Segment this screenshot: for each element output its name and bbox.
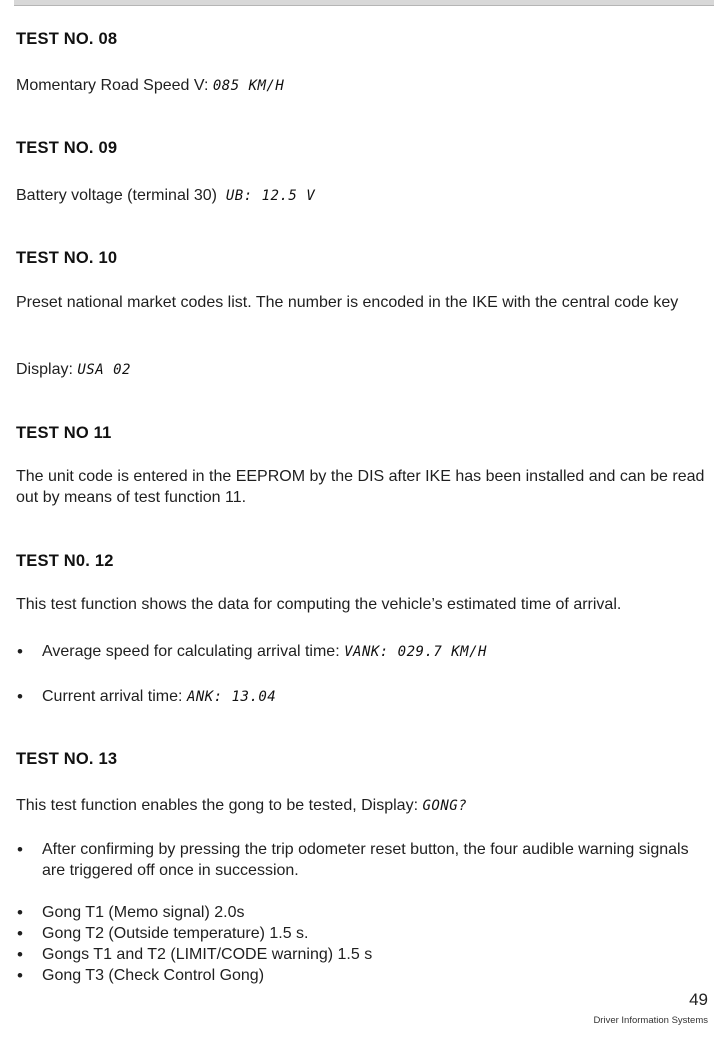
list-item: • After confirming by pressing the trip odometer reset button, the four audible warning signals are triggered off once in succession. <box>16 839 712 881</box>
page-number: 49 <box>689 990 708 1009</box>
test-09-display-value: UB: 12.5 V <box>225 188 316 204</box>
test-08-text: Momentary Road Speed V: <box>16 77 209 94</box>
list-item: • Gong T2 (Outside temperature) 1.5 s. <box>16 923 712 944</box>
test-11-paragraph: The unit code is entered in the EEPROM by the DIS after IKE has been installed and can be read out by means of test function 11. <box>16 468 705 506</box>
test-12-bullet-list <box>16 641 712 663</box>
section-heading-test-08: TEST NO. 08 <box>16 30 118 48</box>
section-heading-test-13: TEST NO. 13 <box>16 750 118 768</box>
section-heading-test-10: TEST NO. 10 <box>16 249 118 267</box>
test-13-text: This test function enables the gong to be tested, Display: <box>16 797 419 814</box>
test-13-display-value: GONG? <box>422 798 468 814</box>
list-item: • Gongs T1 and T2 (LIMIT/CODE warning) 1.5 s <box>16 944 712 965</box>
test-13-paragraph <box>16 795 467 817</box>
test-10-paragraph: Preset national market codes list. The number is encoded in the IKE with the central code key <box>16 294 679 311</box>
test-08-display-value: 085 KM/H <box>212 78 285 94</box>
test-09-paragraph <box>16 185 315 207</box>
test-09-text: Battery voltage (terminal 30) <box>16 187 217 204</box>
test-10-display-line <box>16 359 131 381</box>
list-item <box>16 641 712 663</box>
test-12-bullet-1-text: Average speed for calculating arrival time: <box>42 643 340 660</box>
test-12-bullet-list-2 <box>16 686 712 708</box>
list-item: • Gong T3 (Check Control Gong) <box>16 965 712 986</box>
test-12-bullet-2-text: Current arrival time: <box>42 688 183 705</box>
test-12-paragraph: This test function shows the data for computing the vehicle’s estimated time of arrival. <box>16 596 622 613</box>
test-12-bullet-1-display: VANK: 029.7 KM/H <box>344 644 487 660</box>
test-08-paragraph <box>16 75 284 97</box>
section-heading-test-09: TEST NO. 09 <box>16 139 118 157</box>
test-10-display-value: USA 02 <box>77 362 131 378</box>
section-heading-test-12: TEST N0. 12 <box>16 552 114 570</box>
list-item <box>16 686 712 708</box>
top-border-rule <box>14 0 714 6</box>
test-13-gong-list <box>16 902 712 986</box>
section-heading-test-11: TEST NO 11 <box>16 424 112 442</box>
test-12-bullet-2-display: ANK: 13.04 <box>186 689 277 705</box>
test-13-confirm-list <box>16 839 712 881</box>
test-10-display-label: Display: <box>16 361 73 378</box>
list-item: • Gong T1 (Memo signal) 2.0s <box>16 902 712 923</box>
footer-title: Driver Information Systems <box>593 1015 708 1026</box>
